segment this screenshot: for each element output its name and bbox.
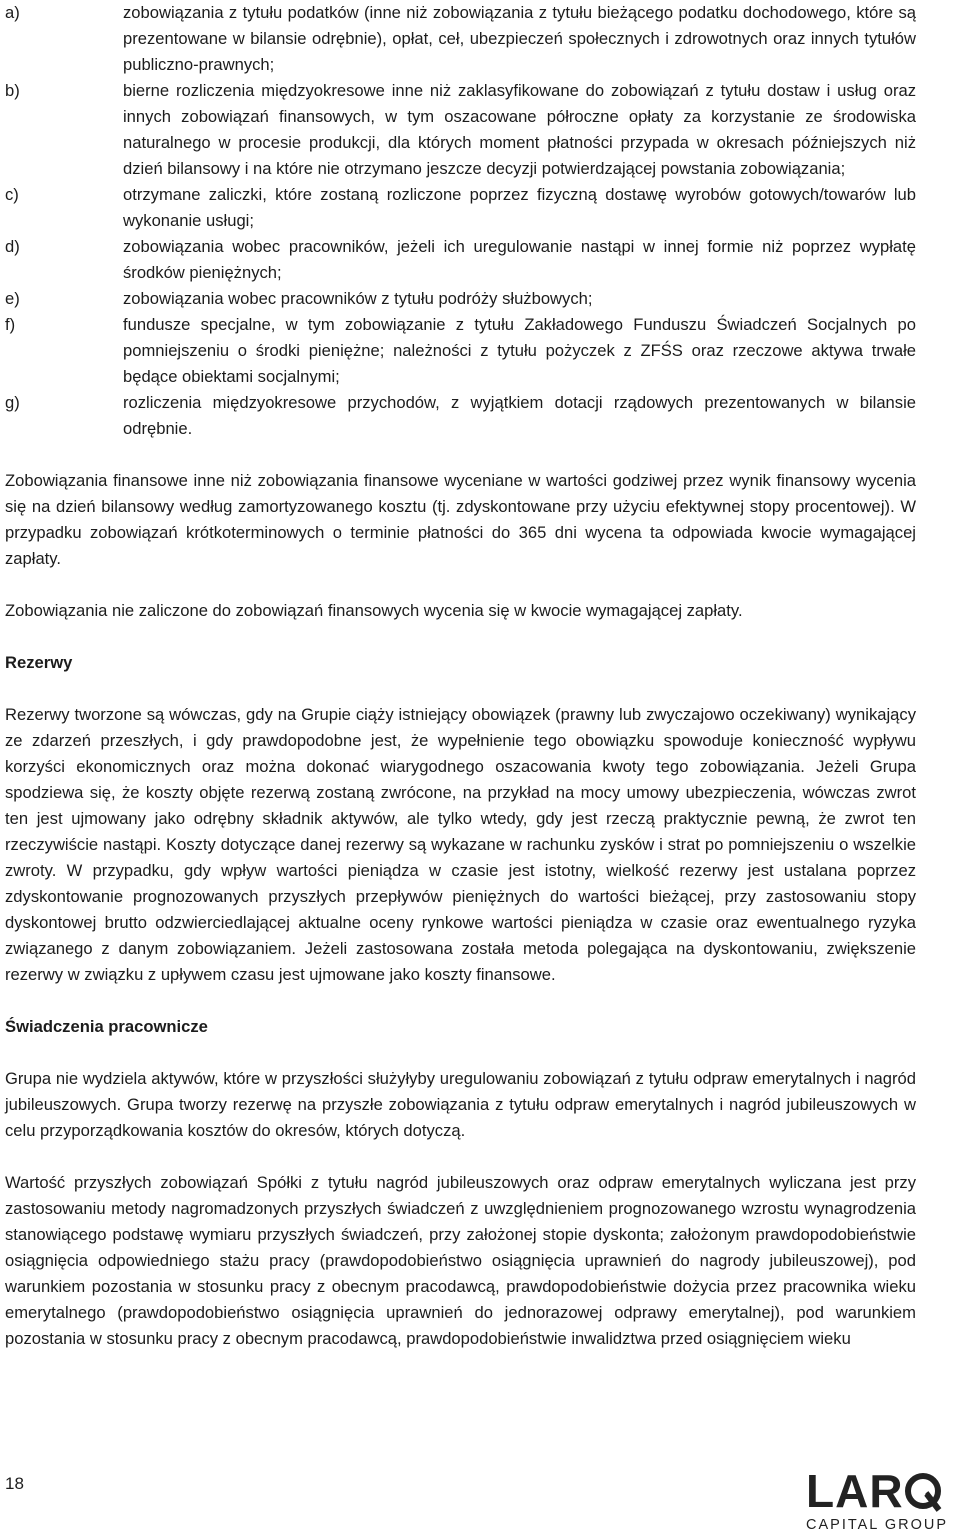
list-marker: g) (5, 393, 20, 412)
logo-q-letter: Q (918, 1488, 927, 1498)
employee-benefits-paragraph-2: Wartość przyszłych zobowiązań Spółki z tytułu nagród jubileuszowych oraz odpraw emerytalnych wyliczana jest przy zastosowaniu metody nagromadzonych przyszłych świadczeń z uwzględnieniem prognozowanego wzrostu wynagrodzenia stanowiącego podstawę wymiaru przyszłych świadczeń, przy założonej stopie dyskonta; założonym prawdopodobieństwie osiągnięcia odpowiedniego stażu pracy (prawdopodobieństwo osiągnięcia uprawnień do nagrody jubileuszowej), pod warunkiem pozostania w stosunku pracy z obecnym pracodawcą, prawdopodobieństwie dożycia przez pracownika wieku emerytalnego (prawdopodobieństwo osiągnięcia uprawnień do jednorazowej odprawy emerytalnej), pod warunkiem pozostania w stosunku pracy z obecnym pracodawcą, prawdopodobieństwie inwalidztwa przed osiągnięciem wieku (5, 1173, 916, 1348)
logo-wordmark (806, 1465, 956, 1517)
list-item-text: bierne rozliczenia międzyokresowe inne niż zaklasyfikowane do zobowiązań z tytułu dostaw i usług oraz innych zobowiązań finansowych, w tym oszacowane półroczne opłaty za korzystanie ze środowiska naturalnego w procesie produkcji, dla których moment płatności przypada w okresach późniejszych niż dzień bilansowy i na które nie otrzymano jeszcze decyzji potwierdzającej powstania zobowiązania; (123, 81, 916, 178)
section-heading-rezerwy: Rezerwy (5, 653, 73, 672)
rezerwy-paragraph: Rezerwy tworzone są wówczas, gdy na Grupie ciąży istniejący obowiązek (prawny lub zwyczajowo oczekiwany) wynikający ze zdarzeń przeszłych, i gdy prawdopodobne jest, że wypełnienie tego obowiązku spowoduje konieczność wypływu korzyści ekonomicznych oraz można dokonać wiarygodnego oszacowania kwoty tego zobowiązania. Jeżeli Grupa spodziewa się, że koszty objęte rezerwą zostaną zwrócone, na przykład na mocy umowy ubezpieczenia, wówczas zwrot ten jest ujmowany jako odrębny składnik aktywów, ale tylko wtedy, gdy jest rzeczą praktycznie pewną, że zwrot ten rzeczywiście nastąpi. Koszty dotyczące danej rezerwy są wykazane w rachunku zysków i strat po pomniejszeniu o wszelkie zwroty. W przypadku, gdy wpływ wartości pieniądza w czasie jest istotny, wielkość rezerwy jest ustalana poprzez zdyskontowanie prognozowanych przyszłych przepływów pieniężnych do wartości bieżącej, przy zastosowaniu stopy dyskontowej brutto odzwierciedlającej aktualne oceny rynkowe wartości pieniądza w czasie oraz ewentualnego ryzyka związanego z danym zobowiązaniem. Jeżeli zastosowana została metoda polegająca na dyskontowaniu, zwiększenie rezerwy w związku z upływem czasu jest ujmowane jako koszty finansowe. (5, 705, 916, 984)
financial-liabilities-paragraph: Zobowiązania finansowe inne niż zobowiązania finansowe wyceniane w wartości godziwej przez wynik finansowy wycenia się na dzień bilansowy według zamortyzowanego kosztu (tj. zdyskontowane przy użyciu efektywnej stopy procentowej). W przypadku zobowiązań krótkoterminowych o terminie płatności do 365 dni wycena ta odpowiada kwocie wymagającej zapłaty. (5, 471, 916, 568)
list-item-text: fundusze specjalne, w tym zobowiązanie z tytułu Zakładowego Funduszu Świadczeń Socjalnych po pomniejszeniu o środki pieniężne; należności z tytułu pożyczek z ZFŚS oraz rzeczowe aktywa trwałe będące obiektami socjalnymi; (123, 315, 916, 386)
logo-q-icon (904, 1468, 942, 1508)
list-item (5, 312, 916, 390)
non-financial-liabilities-paragraph: Zobowiązania nie zaliczone do zobowiązań finansowych wycenia się w kwocie wymagającej zapłaty. (5, 601, 743, 620)
list-item (5, 78, 916, 182)
list-marker: f) (5, 315, 16, 334)
list-item-text: otrzymane zaliczki, które zostaną rozliczone poprzez fizyczną dostawę wyrobów gotowych/towarów lub wykonanie usługi; (123, 185, 916, 230)
list-item-text: rozliczenia międzyokresowe przychodów, z wyjątkiem dotacji rządowych prezentowanych w bilansie odrębnie. (123, 393, 916, 438)
larq-logo (806, 1465, 956, 1536)
list-marker: c) (5, 185, 19, 204)
list-item-text: zobowiązania z tytułu podatków (inne niż zobowiązania z tytułu bieżącego podatku dochodowego, które są prezentowane w bilansie odrębnie), opłat, ceł, ubezpieczeń społecznych i zdrowotnych oraz innych tytułów publiczno-prawnych; (123, 3, 916, 74)
liabilities-list (5, 0, 916, 442)
logo-word-lar: LAR (806, 1465, 904, 1517)
logo-subtitle: CAPITAL GROUP (806, 1517, 949, 1533)
list-marker: b) (5, 81, 20, 100)
list-item (5, 286, 916, 312)
section-heading-swiadczenia: Świadczenia pracownicze (5, 1017, 208, 1036)
list-item (5, 182, 916, 234)
list-marker: d) (5, 237, 20, 256)
list-item (5, 0, 916, 78)
employee-benefits-paragraph-1: Grupa nie wydziela aktywów, które w przyszłości służyłyby uregulowaniu zobowiązań z tytułu odpraw emerytalnych i nagród jubileuszowych. Grupa tworzy rezerwę na przyszłe zobowiązania z tytułu odpraw emerytalnych i nagród jubileuszowych w celu przyporządkowania kosztów do okresów, których dotyczą. (5, 1069, 916, 1140)
list-marker: a) (5, 3, 20, 22)
list-marker: e) (5, 289, 20, 308)
list-item-text: zobowiązania wobec pracowników, jeżeli ich uregulowanie nastąpi w innej formie niż poprzez wypłatę środków pieniężnych; (123, 237, 916, 282)
document-page (5, 0, 916, 1352)
list-item (5, 390, 916, 442)
list-item-text: zobowiązania wobec pracowników z tytułu podróży służbowych; (123, 289, 593, 308)
page-number: 18 (5, 1474, 24, 1493)
list-item (5, 234, 916, 286)
